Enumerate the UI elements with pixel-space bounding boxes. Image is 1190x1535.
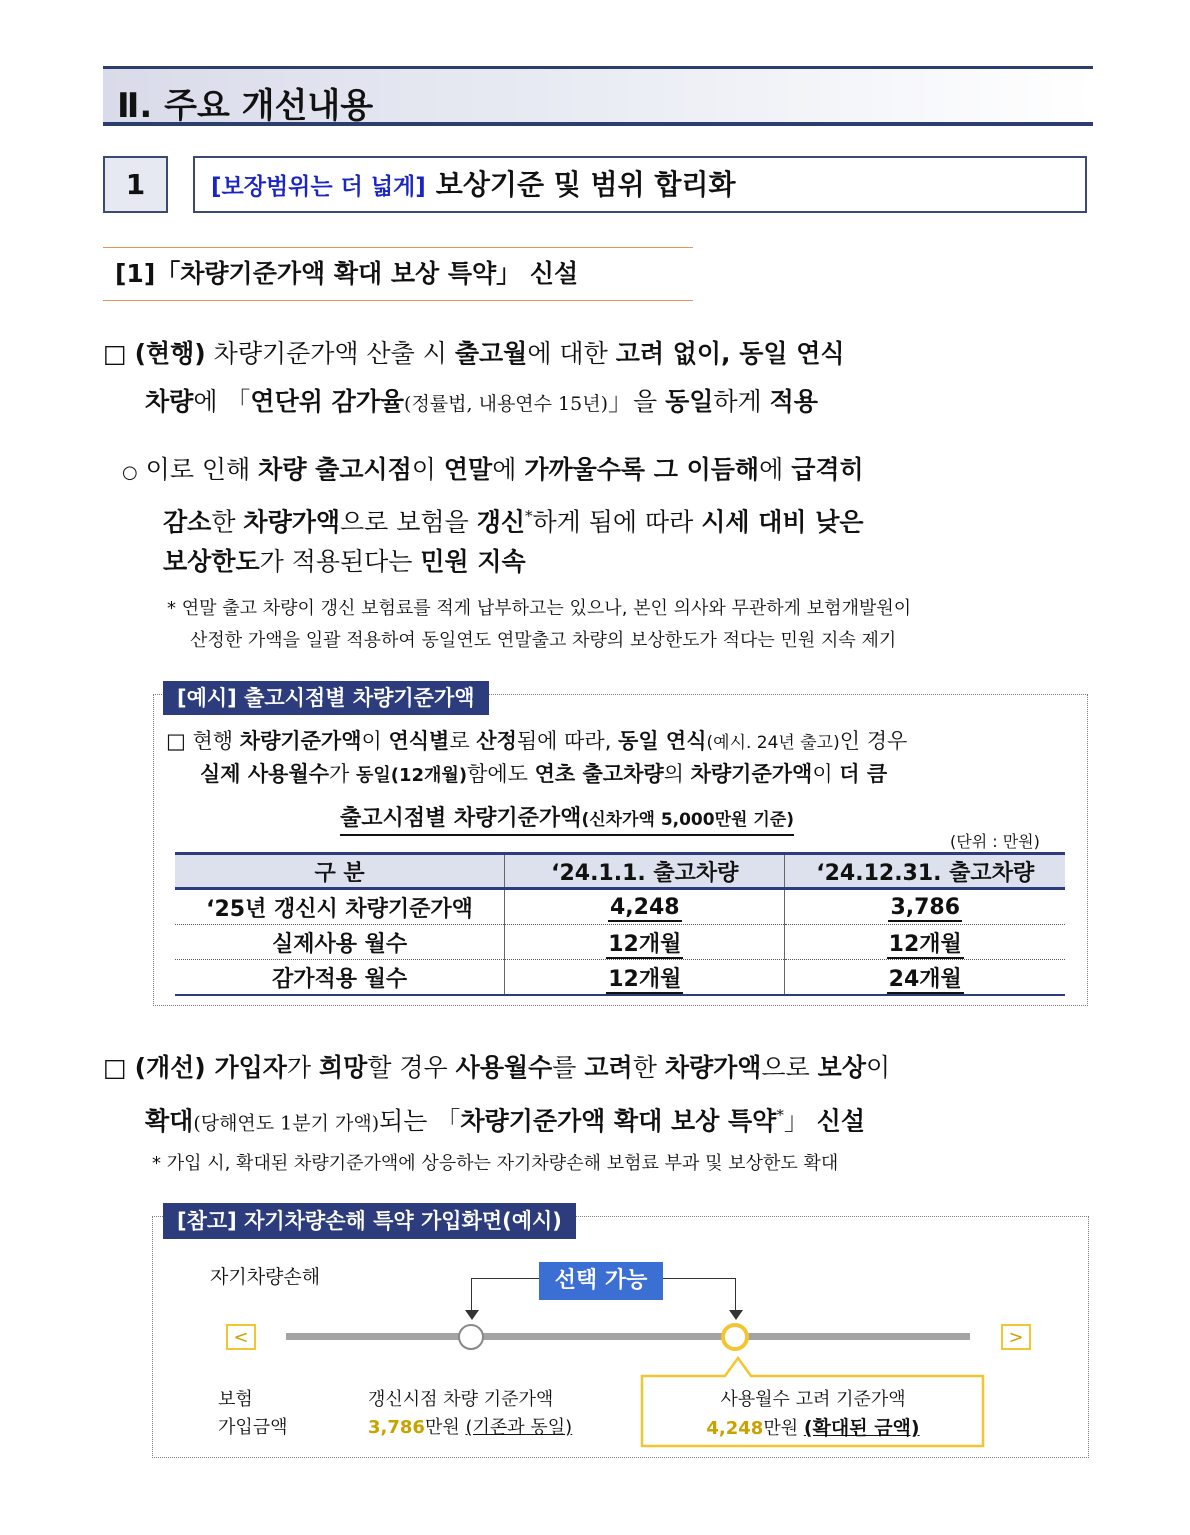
option-value: 3,786 [368,1417,425,1438]
text: 연말 [443,455,493,484]
current-line-1 [103,330,845,378]
table-row [175,960,1065,996]
text: 확대 [145,1106,194,1136]
table-title [340,805,794,836]
option-value: 4,248 [706,1418,764,1439]
text: 으로 보험을 [340,507,477,537]
example-line-1 [166,725,907,759]
footnote-mark: * [776,1106,784,1124]
current-label: (현행) [134,339,206,368]
table-cell [505,889,785,925]
subtitle-number: 1 [103,156,168,213]
cell-value: 24개월 [888,966,962,992]
current-line-2 [145,378,818,428]
section-header [103,66,1093,126]
text: 되는 「 [379,1106,461,1136]
text: 산정 [476,729,517,753]
text: 급격히 [791,455,864,484]
text: 연단위 감가율 [250,387,405,416]
text: 고려 없이, 동일 연식 [615,339,845,368]
slider-option-1[interactable] [458,1324,484,1350]
text: 현행 [185,729,240,753]
text: 차량가액 [243,507,341,537]
table-row [175,925,1065,960]
bullet-mark: ○ [122,462,138,483]
table-cell [505,925,785,960]
footnote-1-line-2: 산정한 가액을 일괄 적용하여 동일연도 연말출고 차량의 보상한도가 적다는 민원 지속 제기 [190,630,897,651]
text: 하게 [713,387,770,416]
text: 으로 [761,1053,818,1082]
text: 차량 출고시점 [258,455,412,484]
text: 차량 [145,387,194,416]
reference-tag: [참고] 자기차량손해 특약 가입화면(예시) [163,1203,576,1239]
checkbox-glyph: □ [103,1053,127,1082]
text: 차량기준가액 산출 시 [205,339,455,368]
slider-next-button[interactable]: > [1001,1324,1031,1350]
text: 갱신 [476,507,525,537]
text: 차량기준가액 확대 보상 특약 [460,1106,777,1136]
option-title: 사용월수 고려 기준가액 [720,1389,906,1410]
arrow-down-icon [465,1310,479,1320]
subtitle-box [193,156,1087,213]
table-unit: (단위 : 만원) [950,832,1040,851]
slider-option-2-selected[interactable] [721,1323,749,1351]
bullet-line-1 [122,446,864,497]
text: 」 [783,1106,817,1136]
table-cell: 실제사용 월수 [175,925,505,960]
improve-line-1 [103,1044,890,1092]
slider-prev-button[interactable]: < [226,1324,256,1350]
text: 의 [663,762,691,786]
text: 」을 [607,387,666,416]
example-line-2 [200,758,887,792]
footnote-2: * 가입 시, 확대된 차량기준가액에 상응하는 자기차량손해 보험료 부과 및 보상한도 확대 [152,1153,839,1174]
table-cell [505,960,785,996]
text: 이 [812,762,840,786]
table-header: ‘24.1.1. 출고차량 [505,854,785,889]
text: 연식별 [388,729,450,753]
text: 사용월수 [455,1053,553,1082]
table-header: 구 분 [175,854,505,889]
text: 이로 인해 [145,455,259,484]
table-row [175,889,1065,925]
table-header-row [175,854,1065,889]
text: 가입자 [205,1053,287,1082]
text: 시세 대비 낮은 [701,507,864,537]
table-cell [785,889,1065,925]
option-2-info [648,1386,978,1443]
option-title: 갱신시점 차량 기준가액 [368,1389,554,1410]
text: 함에도 [467,762,535,786]
text: 로 [449,729,477,753]
text: 하게 됨에 따라 [532,507,702,537]
text: 보상 [817,1053,866,1082]
text: 됨에 따라, [516,729,619,753]
text: 보상한도 [163,547,260,576]
text: 만원 [424,1417,460,1438]
footnote-mark: * [525,507,533,525]
text: 출고월 [454,339,528,368]
text: 차량가액 [664,1053,762,1082]
cell-value: 12개월 [608,966,682,992]
text: (정률법, 내용연수 15년) [404,393,608,415]
text: (확대된 금액) [803,1417,920,1439]
checkbox-glyph: □ [166,729,186,753]
text: 가 [286,1053,319,1082]
text: 신설 [816,1106,866,1136]
checkbox-glyph: □ [103,339,127,368]
footnote-1-line-1: * 연말 출고 차량이 갱신 보험료를 적게 납부하고는 있으나, 본인 의사와 무관하게 보험개발원이 [167,598,912,619]
text: (당해연도 1분기 가액) [193,1112,380,1135]
text: 이 [411,455,444,484]
example-tag: [예시] 출고시점별 차량기준가액 [163,681,489,715]
subtitle-title: 보상기준 및 범위 합리화 [435,168,736,201]
text: 가 [329,762,356,786]
improve-line-2 [145,1091,865,1147]
heading-1: [1]「차량기준가액 확대 보상 특약」 신설 [103,247,693,301]
choice-badge: 선택 가능 [539,1262,663,1300]
text: 가입금액 [218,1417,288,1438]
table-cell [785,960,1065,996]
text: 동일 연식 [618,729,707,753]
text: 를 [552,1053,585,1082]
section-title: Ⅱ. 주요 개선내용 [117,86,374,126]
table-cell: 감가적용 월수 [175,960,505,996]
text: (신차가액 5,000만원 기준) [581,810,794,830]
text: 보험 [218,1389,253,1410]
amount-label [218,1386,288,1442]
text: 할 경우 [367,1053,456,1082]
cell-value: 12개월 [608,931,682,957]
text: 가 적용된다는 [259,547,421,576]
text: (예시. 24년 출고) [706,733,840,753]
text: 감소 [163,507,212,537]
arrow-down-icon [729,1310,743,1320]
improve-label: (개선) [134,1053,206,1082]
text: 고려 [584,1053,633,1082]
cell-value: 12개월 [888,931,962,957]
text: 차량기준가액 [690,762,813,786]
text: 한 [211,507,244,537]
text: 가까울수록 그 이듬해 [524,455,760,484]
text: 출고시점별 차량기준가액 [340,806,582,831]
text: 연초 출고차량 [534,762,664,786]
text: 한 [632,1053,665,1082]
text: 차량기준가액 [239,729,362,753]
text: 에 「 [193,387,251,416]
text: 동일(12개월) [356,765,468,786]
text: 만원 [763,1418,799,1439]
cell-value: 4,248 [609,894,680,920]
table-cell [785,925,1065,960]
table-header: ‘24.12.31. 출고차량 [785,854,1065,889]
text: 에 [492,455,525,484]
text: 이 [865,1053,891,1082]
cell-value: 3,786 [890,894,961,920]
text: 민원 지속 [420,547,526,576]
table-cell: ‘25년 갱신시 차량기준가액 [175,889,505,925]
text: 적용 [769,387,818,416]
text: 희망 [319,1053,368,1082]
vehicle-value-table [175,852,1065,996]
text: 에 [759,455,792,484]
text: 더 큼 [839,762,888,786]
insurance-label: 자기차량손해 [210,1266,321,1288]
text: 인 경우 [839,729,908,753]
text: 실제 사용월수 [200,762,330,786]
text: 이 [361,729,389,753]
text: 동일 [665,387,714,416]
subtitle-highlight: [보장범위는 더 넓게] [211,174,426,200]
option-1-info [368,1386,572,1442]
slider-track[interactable] [286,1333,970,1340]
bullet-line-3 [163,538,526,586]
text: 에 대한 [527,339,616,368]
text: (기존과 동일) [465,1417,573,1438]
